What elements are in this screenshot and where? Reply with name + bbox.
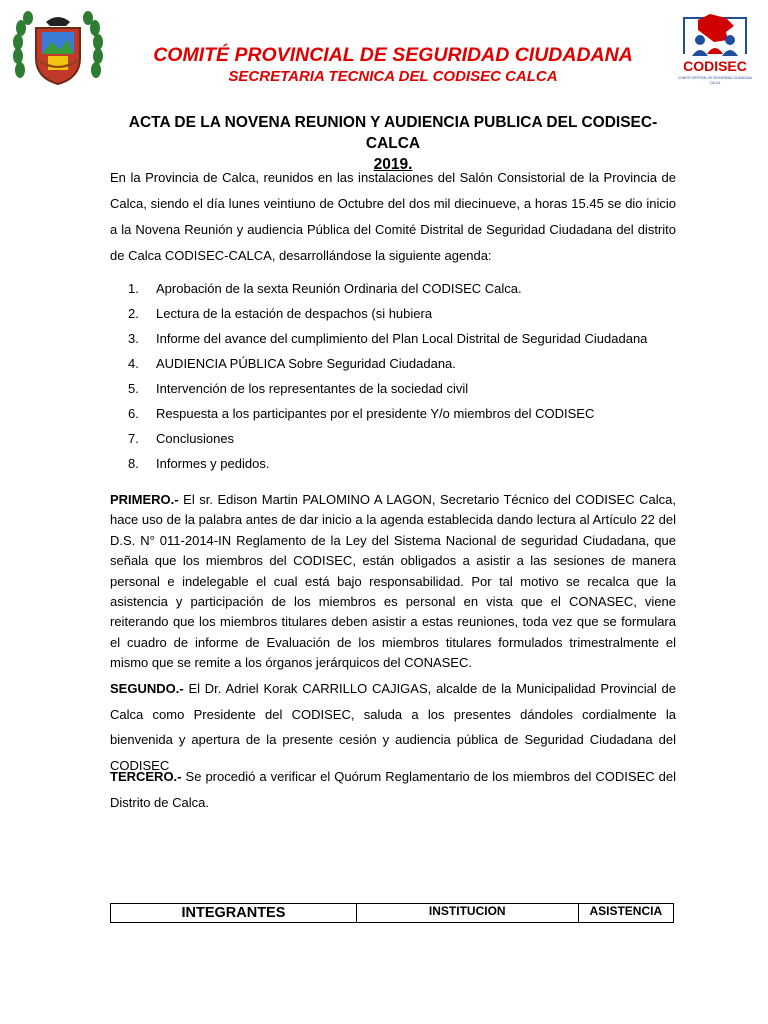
agenda-item xyxy=(128,329,688,354)
agenda-item-number: 8. xyxy=(128,456,139,471)
header-integrantes: INTEGRANTES xyxy=(111,904,357,923)
agenda-item-text: Conclusiones xyxy=(156,431,235,446)
primero-text: El sr. Edison Martin PALOMINO A LAGON, Secretario Técnico del CODISEC Calca, hace uso de la palabra antes de dar inicio a la agenda establecida dando lectura al Artículo 22 del D.S. N° 011-2014-IN Reglamento de la Ley del Sistema Nacional de seguridad Ciudadana, que señala que los miembros del CODISEC, están obligados a asistir a las sesiones de manera personal e indelegable el cual está bajo responsabilidad. Por tal motivo se recalca que la asistencia y participación de los miembros es personal en vista que el CONASEC, viene reiterando que los miembros titulares deben asistir a estas reuniones, toda vez que se formulara el cuadro de informe de Evaluación de los miembros titulares formulados trimestralmente el mismo que se remite a los órganos jerárquicos del CONASEC. xyxy=(110,492,676,671)
primero-paragraph xyxy=(110,490,676,674)
agenda-item xyxy=(128,354,688,379)
tercero-text: Se procedió a verificar el Quórum Reglamentario de los miembros del CODISEC del Distrito de Calca. xyxy=(110,769,676,810)
agenda-item-text: Informes y pedidos. xyxy=(156,456,270,471)
codisec-logo-subtext-2: CALCA xyxy=(709,81,721,85)
agenda-item-number: 6. xyxy=(128,406,139,421)
title-line-2: 2019. xyxy=(373,156,413,173)
agenda-item-text: Respuesta a los participantes por el presidente Y/o miembros del CODISEC xyxy=(156,406,595,421)
header-institucion: INSTITUCION xyxy=(356,904,578,923)
intro-paragraph: En la Provincia de Calca, reunidos en las instalaciones del Salón Consistorial de la Provincia de Calca, siendo el día lunes veintiuno de Octubre del dos mil diecinueve, a horas 15.45 se dio inicio a la Novena Reunión y audiencia Pública del Comité Distrital de Seguridad Ciudadana del distrito de Calca CODISEC-CALCA, desarrollándose la siguiente agenda: xyxy=(110,170,676,263)
codisec-logo-subtext: COMITÉ DISTRITAL DE SEGURIDAD CIUDADANA xyxy=(677,76,753,80)
codisec-logo-text: CODISEC xyxy=(683,58,747,74)
primero-label: PRIMERO.- xyxy=(110,492,179,507)
title-line-1: ACTA DE LA NOVENA REUNION Y AUDIENCIA PUBLICA DEL CODISEC-CALCA xyxy=(128,114,658,152)
tercero-label: TERCERO.- xyxy=(110,769,182,784)
tercero-paragraph xyxy=(110,764,676,815)
agenda-item-text: Informe del avance del cumplimiento del Plan Local Distrital de Seguridad Ciudadana xyxy=(156,331,648,346)
agenda-item-text: Aprobación de la sexta Reunión Ordinaria del CODISEC Calca. xyxy=(156,281,522,296)
agenda-item xyxy=(128,304,688,329)
agenda-item-number: 7. xyxy=(128,431,139,446)
secretariat-subheading: SECRETARIA TECNICA DEL CODISEC CALCA xyxy=(228,68,558,85)
agenda-item xyxy=(128,404,688,429)
table-header-row xyxy=(111,904,674,923)
agenda-item xyxy=(128,379,688,404)
agenda-item-number: 2. xyxy=(128,306,139,321)
agenda-item xyxy=(128,429,688,454)
segundo-label: SEGUNDO.- xyxy=(110,681,184,696)
committee-heading: COMITÉ PROVINCIAL DE SEGURIDAD CIUDADANA xyxy=(153,44,633,66)
segundo-text: El Dr. Adriel Korak CARRILLO CAJIGAS, alcalde de la Municipalidad Provincial de Calca como Presidente del CODISEC, saluda a los presentes dándoles cordialmente la bienvenida y apertura de la presente cesión y audiencia pública de Seguridad Ciudadana del CODISEC xyxy=(110,681,676,773)
agenda-item-text: AUDIENCIA PÚBLICA Sobre Seguridad Ciudadana. xyxy=(156,356,456,371)
agenda-item-text: Intervención de los representantes de la sociedad civil xyxy=(156,381,469,396)
agenda-item-number: 1. xyxy=(128,281,139,296)
agenda-list xyxy=(128,279,688,479)
agenda-item xyxy=(128,454,688,479)
agenda-item-number: 4. xyxy=(128,356,139,371)
attendance-table xyxy=(110,903,674,923)
segundo-paragraph xyxy=(110,676,676,778)
agenda-item-number: 5. xyxy=(128,381,139,396)
agenda-item-text: Lectura de la estación de despachos (si hubiera xyxy=(156,306,433,321)
header-asistencia: ASISTENCIA xyxy=(578,904,673,923)
agenda-item xyxy=(128,279,688,304)
agenda-item-number: 3. xyxy=(128,331,139,346)
